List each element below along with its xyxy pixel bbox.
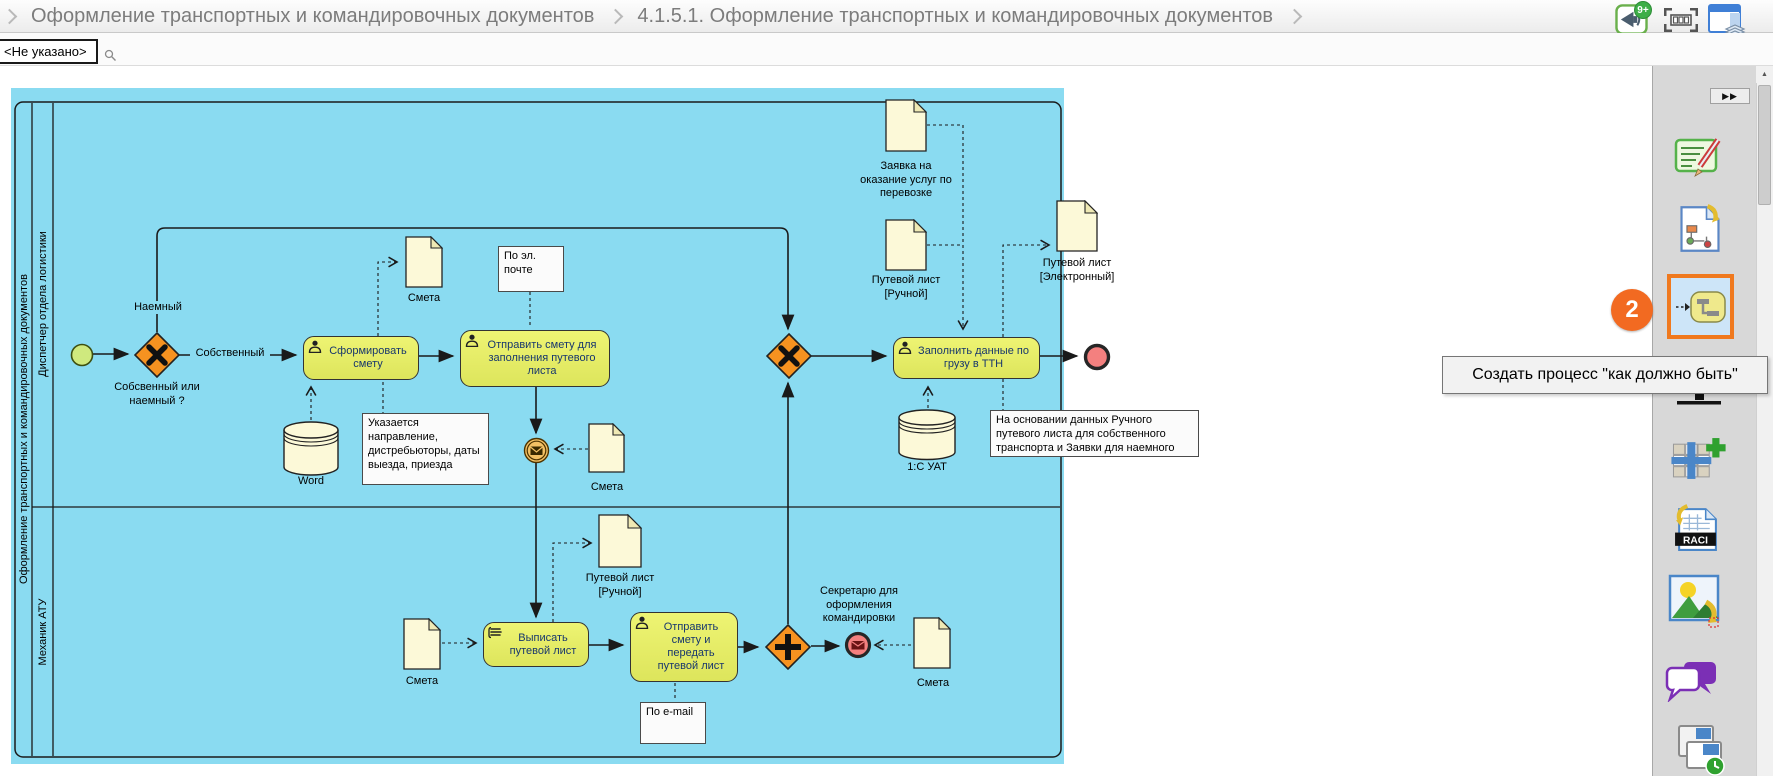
task-fill-ttn[interactable] [893,337,1040,379]
document-label: Путевой лист [Электронный] [1039,257,1115,283]
datastore-label: 1:С УАТ [907,461,947,473]
document-estimate-3[interactable] [403,618,441,675]
document-waybill-manual-mid[interactable] [598,514,642,573]
export-diagram-button[interactable] [1678,204,1722,254]
export-image-icon [1668,571,1723,629]
comments-icon [1662,660,1720,702]
flow-label-own: Собственный [190,347,270,360]
magnifier-icon[interactable] [104,49,117,62]
edit-diagram-icon [1674,134,1724,180]
task-send-and-pass[interactable] [630,612,738,682]
scrollbar-thumb[interactable] [1758,85,1771,205]
edit-diagram-button[interactable] [1674,134,1724,180]
document-label: Смета [590,481,624,493]
versions-icon [1677,724,1727,776]
create-to-be-process-button[interactable] [1667,274,1734,339]
datastore-1c-uat[interactable] [897,408,957,467]
gateway1-label: Собсвенный или наемный ? [114,381,200,407]
datastore-word[interactable] [282,420,340,482]
comments-button[interactable] [1662,660,1720,702]
user-icon [635,616,649,629]
document-estimate-4[interactable] [913,617,951,674]
task-send-estimate[interactable] [460,330,610,387]
notification-count-badge: 9+ [1634,1,1652,19]
intermediate-message-event[interactable] [523,437,550,469]
document-label: Заявка на оказание услуг по перевозке [860,160,952,199]
task-create-estimate[interactable] [303,336,419,380]
document-estimate-2[interactable] [588,423,625,478]
pool-title[interactable]: Оформление транспортных и командировочных документов [18,274,30,584]
task-label: Заполнить данные по грузу в ТТН [918,345,1029,370]
lane-mechanic-label[interactable]: Механик АТУ [37,598,49,666]
raci-report-button[interactable] [1673,504,1720,553]
document-label: Смета [405,675,439,687]
step-badge: 2 [1611,289,1653,331]
document-waybill-manual-top[interactable] [885,219,927,276]
chevron-right-icon [608,8,624,24]
add-matrix-button[interactable] [1668,435,1728,482]
label-secretary: Секретарю для оформления командировки [820,585,898,624]
lane-dispatcher-label[interactable]: Диспетчер отдела логистики [37,231,49,377]
start-event[interactable] [70,343,94,372]
user-icon [465,334,479,347]
raci-report-icon [1673,504,1720,553]
document-transport-request[interactable] [885,99,927,157]
export-diagram-icon [1678,204,1722,254]
task-write-waybill[interactable] [483,622,589,667]
note-by-email-en[interactable]: По e-mail [640,702,706,744]
task-label: Отправить смету и передать путевой лист [657,621,725,672]
xor-gateway-own-or-hired[interactable] [134,332,180,383]
task-label: Сформировать смету [329,345,407,370]
raci-icon-label: RACI [1683,535,1708,547]
document-estimate-1[interactable] [405,236,443,293]
datastore-label: Word [297,475,325,487]
scrollbar-up-icon[interactable]: ▲ [1756,66,1773,83]
breadcrumb-item-parent[interactable]: Оформление транспортных и командировочных документов [31,4,595,27]
breadcrumb [0,0,1773,33]
note-direction[interactable]: Указается направление, дистребьюторы, даты выезда, приезда [362,413,489,485]
chevron-right-icon [1287,8,1303,24]
user-icon [898,341,912,354]
export-image-button[interactable] [1668,571,1723,629]
fit-to-screen-icon [1664,8,1698,32]
document-label: Путевой лист [Ручной] [585,572,655,598]
flow-label-hired: Наемный [126,301,190,314]
chevron-right-icon [2,8,18,24]
tab-not-specified[interactable]: <Не указано> [0,39,98,64]
create-to-be-process-icon [1673,280,1729,334]
document-label: Смета [407,292,441,304]
versions-button[interactable] [1677,724,1727,776]
document-label: Смета [916,677,950,689]
tooltip: Создать процесс "как должно быть" [1442,356,1768,394]
document-waybill-electronic[interactable] [1056,200,1098,257]
message-end-event[interactable] [843,630,873,665]
tab-bar [0,33,1773,66]
xor-gateway-merge[interactable] [766,333,812,384]
task-label: Отправить смету для заполнения путевого листа [487,339,597,377]
task-label: Выписать путевой лист [509,631,577,657]
user-icon [308,340,322,353]
toolbar-expand-button[interactable]: ▶▶ [1710,88,1750,104]
end-event[interactable] [1082,342,1112,377]
add-matrix-icon [1668,435,1728,482]
document-label: Путевой лист [Ручной] [871,274,941,300]
parallel-gateway[interactable] [765,624,811,675]
hand-icon [488,626,503,639]
note-basis[interactable]: На основании данных Ручного путевого листа для собственного транспорта и Заявки для наемного [990,410,1199,457]
breadcrumb-item-current[interactable]: 4.1.5.1. Оформление транспортных и командировочных документов [637,4,1274,27]
note-by-email-ru[interactable]: По эл. почте [498,246,564,292]
